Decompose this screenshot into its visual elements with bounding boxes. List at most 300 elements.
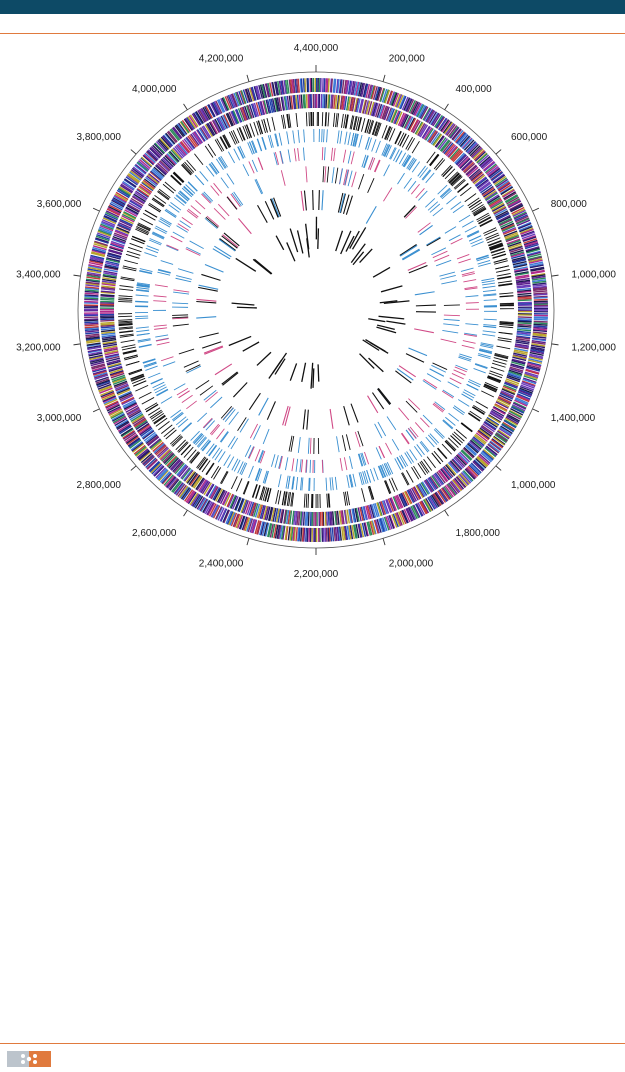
gene-mark [498, 281, 512, 283]
position-label: 2,000,000 [388, 558, 434, 570]
gene-mark [215, 364, 232, 375]
cog-mark [533, 291, 547, 292]
gene-mark [204, 419, 213, 428]
gene-mark [189, 452, 198, 463]
gene-mark [340, 131, 342, 144]
position-label: 4,200,000 [198, 53, 244, 65]
gene-mark [399, 408, 409, 420]
gene-mark [206, 463, 214, 475]
gene-mark [494, 259, 508, 263]
cog-mark [517, 329, 531, 330]
gene-mark [136, 288, 149, 290]
cog-mark [518, 321, 532, 322]
gene-mark [402, 249, 419, 259]
feature-mark [290, 363, 296, 380]
gene-mark [482, 281, 495, 283]
gene-mark [461, 268, 474, 271]
gene-mark [276, 490, 279, 504]
gene-mark [497, 273, 511, 276]
gene-mark [444, 305, 460, 306]
feature-mark [313, 368, 314, 388]
gene-mark [443, 166, 453, 176]
gene-mark [483, 326, 496, 327]
gene-mark [406, 401, 417, 412]
cog-mark [303, 528, 304, 542]
gene-mark [430, 155, 439, 166]
feature-mark [370, 342, 388, 353]
gene-mark [130, 243, 143, 248]
gene-mark [278, 491, 281, 505]
gene-mark [227, 197, 237, 210]
outer-boundary-circle [78, 72, 554, 548]
gene-mark [220, 471, 227, 483]
position-label: 1,400,000 [550, 413, 596, 425]
cog-mark [329, 94, 330, 108]
gene-mark [161, 261, 173, 265]
gene-mark [258, 205, 268, 222]
gene-mark [270, 135, 273, 148]
gene-mark [496, 346, 510, 349]
gene-mark [404, 205, 415, 217]
cog-mark [303, 78, 304, 92]
gene-mark [328, 112, 329, 126]
gene-mark [346, 196, 352, 215]
gene-mark [306, 494, 307, 508]
position-tick [445, 104, 449, 110]
gene-mark [140, 218, 152, 224]
gene-mark [350, 456, 353, 469]
gene-mark [173, 437, 183, 447]
cog-mark [304, 512, 305, 526]
gene-mark [484, 319, 497, 320]
position-label: 4,400,000 [293, 43, 339, 54]
cog-mark [331, 511, 332, 525]
gene-mark [133, 381, 146, 386]
gene-mark [389, 128, 395, 141]
position-label: 4,000,000 [132, 84, 177, 95]
gene-mark [194, 154, 203, 165]
gene-mark [473, 407, 485, 414]
gene-mark [161, 357, 173, 361]
gene-mark [416, 188, 425, 198]
gene-mark [172, 412, 182, 420]
gene-mark [137, 333, 150, 335]
gene-mark [343, 150, 345, 163]
gene-mark [366, 137, 370, 149]
position-label: 2,400,000 [198, 558, 244, 570]
gene-mark [163, 362, 175, 366]
position-tick [93, 409, 99, 412]
gene-mark [397, 457, 403, 468]
gene-mark [126, 254, 139, 258]
position-label: 2,800,000 [76, 480, 121, 491]
gene-mark [292, 458, 294, 471]
feature-mark [311, 363, 313, 389]
gene-mark [483, 290, 496, 291]
cog-mark [326, 94, 327, 108]
gene-mark [304, 191, 306, 211]
position-tick [131, 150, 136, 155]
gene-mark [173, 292, 189, 294]
gene-mark [151, 378, 163, 383]
gene-mark [179, 391, 190, 398]
cog-mark [100, 320, 114, 321]
gene-mark [172, 436, 182, 446]
gene-mark [463, 280, 476, 282]
gene-mark [262, 137, 266, 149]
gene-mark [335, 477, 337, 490]
position-tick [496, 150, 501, 155]
gene-mark [187, 366, 201, 373]
gene-mark [153, 198, 165, 206]
gene-mark [325, 166, 326, 182]
gene-mark [139, 392, 152, 398]
gene-mark [426, 237, 440, 245]
position-tick [247, 538, 249, 545]
gene-mark [402, 433, 409, 444]
gene-mark [193, 433, 202, 443]
cog-mark [100, 298, 114, 299]
gene-mark [152, 233, 164, 239]
gene-mark [208, 144, 216, 156]
gene-mark [170, 435, 180, 444]
gene-mark [298, 130, 299, 143]
cog-mark [100, 317, 114, 318]
gene-mark [415, 422, 424, 432]
gene-mark [186, 247, 200, 254]
cog-mark [517, 326, 531, 327]
gene-mark [214, 183, 222, 193]
gene-mark [154, 296, 167, 297]
gene-mark [172, 315, 188, 316]
genome-map-figure [16, 43, 616, 580]
gene-mark [444, 319, 460, 320]
gene-mark [186, 401, 196, 409]
gene-mark [195, 175, 204, 185]
cog-mark [534, 299, 548, 300]
position-tick [552, 344, 559, 345]
gene-mark [352, 172, 356, 187]
cog-mark [84, 299, 98, 300]
gene-mark [135, 302, 148, 303]
gene-mark [156, 389, 167, 395]
gene-mark [499, 326, 513, 327]
cog-mark [517, 328, 531, 329]
cog-mark [299, 511, 300, 525]
gene-mark [461, 423, 472, 432]
gene-mark [484, 300, 497, 301]
gene-mark [243, 481, 248, 494]
gene-mark [390, 147, 396, 159]
gene-mark [118, 300, 132, 301]
gene-mark [183, 187, 193, 196]
gene-mark [482, 283, 495, 285]
cog-mark [518, 300, 532, 301]
gene-mark [135, 385, 148, 391]
gene-mark [440, 275, 456, 279]
position-label: 800,000 [550, 198, 587, 210]
gene-mark [200, 386, 213, 395]
position-tick [131, 466, 136, 471]
gene-mark [199, 285, 219, 289]
gene-mark [256, 179, 263, 194]
position-ticks [73, 65, 558, 555]
gene-mark [158, 191, 169, 199]
gene-mark [362, 488, 365, 502]
gene-mark [421, 441, 429, 451]
cog-mark [517, 324, 531, 325]
gene-mark [355, 432, 360, 447]
gene-mark [201, 194, 210, 203]
gene-mark [232, 459, 238, 471]
cog-mark [85, 332, 99, 333]
gene-mark [258, 158, 263, 170]
gene-mark [378, 388, 390, 404]
gene-mark [190, 241, 204, 249]
gene-mark [128, 247, 141, 251]
gene-mark [481, 391, 494, 397]
gene-mark [441, 281, 457, 284]
gene-mark [375, 424, 382, 438]
gene-mark [301, 191, 303, 211]
cog-mark [301, 95, 302, 109]
gene-mark [353, 474, 356, 487]
gene-mark [414, 329, 434, 333]
cog-mark [518, 319, 532, 320]
feature-mark [243, 342, 259, 351]
gene-mark [416, 305, 436, 306]
gene-mark [330, 477, 331, 490]
gene-mark [174, 384, 185, 390]
gene-mark [131, 239, 144, 244]
gene-mark [118, 322, 132, 323]
gene-mark [173, 290, 189, 292]
cog-mark [328, 528, 329, 542]
gene-mark [426, 437, 435, 447]
gene-mark [346, 434, 350, 450]
gene-mark [306, 166, 307, 182]
gene-mark [429, 154, 438, 165]
gene-mark [229, 412, 239, 425]
cog-mark [101, 330, 115, 331]
gene-mark [161, 397, 172, 404]
track-black-genes [118, 112, 514, 508]
gene-mark [172, 303, 188, 304]
cog-mark [335, 95, 336, 109]
gene-mark [126, 361, 139, 365]
gene-mark [196, 299, 216, 301]
header-bar [0, 0, 625, 14]
genome-tracks [78, 72, 554, 548]
gene-mark [405, 207, 416, 218]
position-label: 3,800,000 [76, 132, 121, 143]
gene-mark [170, 202, 180, 210]
gene-mark [120, 286, 134, 288]
gene-mark [253, 425, 260, 439]
cog-mark [518, 302, 532, 303]
feature-mark [290, 229, 297, 252]
gene-mark [397, 457, 403, 468]
gene-mark [395, 131, 401, 144]
cog-mark [84, 323, 98, 324]
cog-mark [100, 322, 114, 323]
position-tick [247, 75, 249, 82]
cog-mark [327, 512, 328, 526]
feature-mark [381, 286, 402, 292]
gene-mark [136, 327, 149, 328]
feature-mark [386, 321, 405, 324]
gene-mark [322, 460, 323, 473]
feature-mark [368, 319, 385, 322]
gene-mark [327, 129, 328, 142]
feature-mark [254, 259, 272, 273]
position-label: 1,000,000 [511, 480, 556, 491]
cog-mark [534, 319, 548, 320]
gene-mark [443, 420, 453, 428]
gene-mark [199, 333, 218, 338]
gene-mark [385, 481, 390, 494]
gene-mark [459, 215, 470, 222]
position-label: 1,000,000 [571, 269, 616, 281]
gene-mark [182, 217, 193, 224]
gene-mark [467, 232, 479, 238]
gene-mark [498, 338, 512, 340]
gene-mark [212, 425, 220, 435]
cog-mark [328, 78, 329, 92]
position-label: 3,400,000 [16, 269, 61, 281]
position-label: 200,000 [388, 53, 425, 65]
gene-mark [221, 472, 228, 484]
cog-mark [301, 78, 302, 92]
feature-mark [236, 258, 256, 271]
position-label: 400,000 [455, 84, 492, 95]
gene-mark [132, 236, 145, 241]
gene-mark [337, 436, 340, 452]
gene-mark [452, 373, 464, 378]
gene-mark [386, 480, 391, 493]
position-tick [532, 409, 538, 412]
gene-mark [142, 397, 154, 404]
cog-mark [305, 78, 306, 92]
gene-mark [234, 192, 243, 205]
gene-mark [191, 452, 200, 463]
gene-mark [412, 141, 419, 153]
position-label: 3,000,000 [36, 413, 82, 425]
cog-mark [331, 528, 332, 542]
gene-mark [210, 397, 222, 408]
gene-mark [408, 348, 427, 356]
gene-mark [166, 246, 178, 251]
gene-mark [370, 469, 374, 481]
gene-mark [127, 251, 140, 255]
gene-mark [145, 210, 157, 217]
feature-mark [273, 353, 287, 373]
gene-mark [275, 455, 278, 468]
gene-mark [166, 209, 177, 216]
gene-mark [476, 401, 488, 408]
gene-mark [182, 395, 193, 402]
gene-mark [435, 402, 445, 410]
gene-mark [203, 418, 212, 427]
header-rule [0, 33, 625, 34]
gene-mark [306, 112, 307, 126]
gene-mark [301, 477, 302, 490]
gene-mark [495, 266, 509, 269]
gene-mark [324, 147, 325, 160]
gene-mark [135, 318, 148, 319]
gene-mark [475, 364, 487, 368]
gene-mark [180, 221, 191, 228]
gene-mark [309, 478, 310, 491]
gene-mark [124, 260, 138, 264]
gene-mark [136, 295, 149, 296]
gene-mark [173, 232, 184, 238]
gene-mark [154, 328, 167, 330]
gene-mark [157, 390, 168, 396]
gene-mark [249, 393, 260, 410]
gene-mark [154, 385, 166, 391]
gene-mark [201, 274, 220, 280]
gene-mark [223, 373, 239, 386]
gene-mark [462, 394, 473, 401]
gene-mark [156, 339, 169, 341]
feature-mark [298, 230, 303, 253]
gene-mark [302, 477, 303, 490]
gene-mark [205, 146, 213, 158]
gene-mark [186, 249, 200, 256]
gene-mark [236, 478, 242, 491]
position-tick [184, 510, 188, 516]
gene-mark [359, 472, 362, 485]
gene-mark [475, 364, 487, 368]
cog-mark [326, 528, 327, 542]
gene-mark [257, 139, 261, 151]
gene-mark [358, 174, 363, 189]
footer-rule [0, 1043, 625, 1044]
gene-mark [223, 235, 239, 248]
gene-mark [347, 475, 349, 488]
gene-mark [121, 340, 135, 342]
cog-mark [84, 295, 98, 296]
gene-mark [178, 269, 193, 274]
cog-mark [324, 94, 325, 108]
track-innermost-features [229, 217, 410, 389]
gene-mark [344, 457, 346, 470]
gene-mark [435, 428, 444, 437]
position-label: 2,600,000 [132, 528, 177, 539]
gene-mark [303, 147, 304, 160]
gene-mark [204, 347, 223, 354]
gene-mark [182, 423, 192, 432]
gene-mark [443, 324, 459, 326]
cog-mark [84, 298, 98, 299]
gene-mark [461, 423, 472, 432]
gene-mark [404, 178, 412, 189]
gene-mark [271, 454, 275, 467]
gene-mark [433, 363, 448, 370]
gene-mark [322, 147, 323, 160]
gene-mark [211, 186, 219, 196]
gene-mark [293, 131, 295, 144]
gene-mark [221, 432, 229, 443]
gene-mark [308, 438, 309, 454]
gene-mark [294, 148, 296, 161]
position-tick [73, 344, 80, 345]
gene-mark [327, 494, 328, 508]
feature-mark [318, 364, 319, 381]
gene-mark [304, 494, 305, 508]
gene-mark [205, 264, 224, 272]
